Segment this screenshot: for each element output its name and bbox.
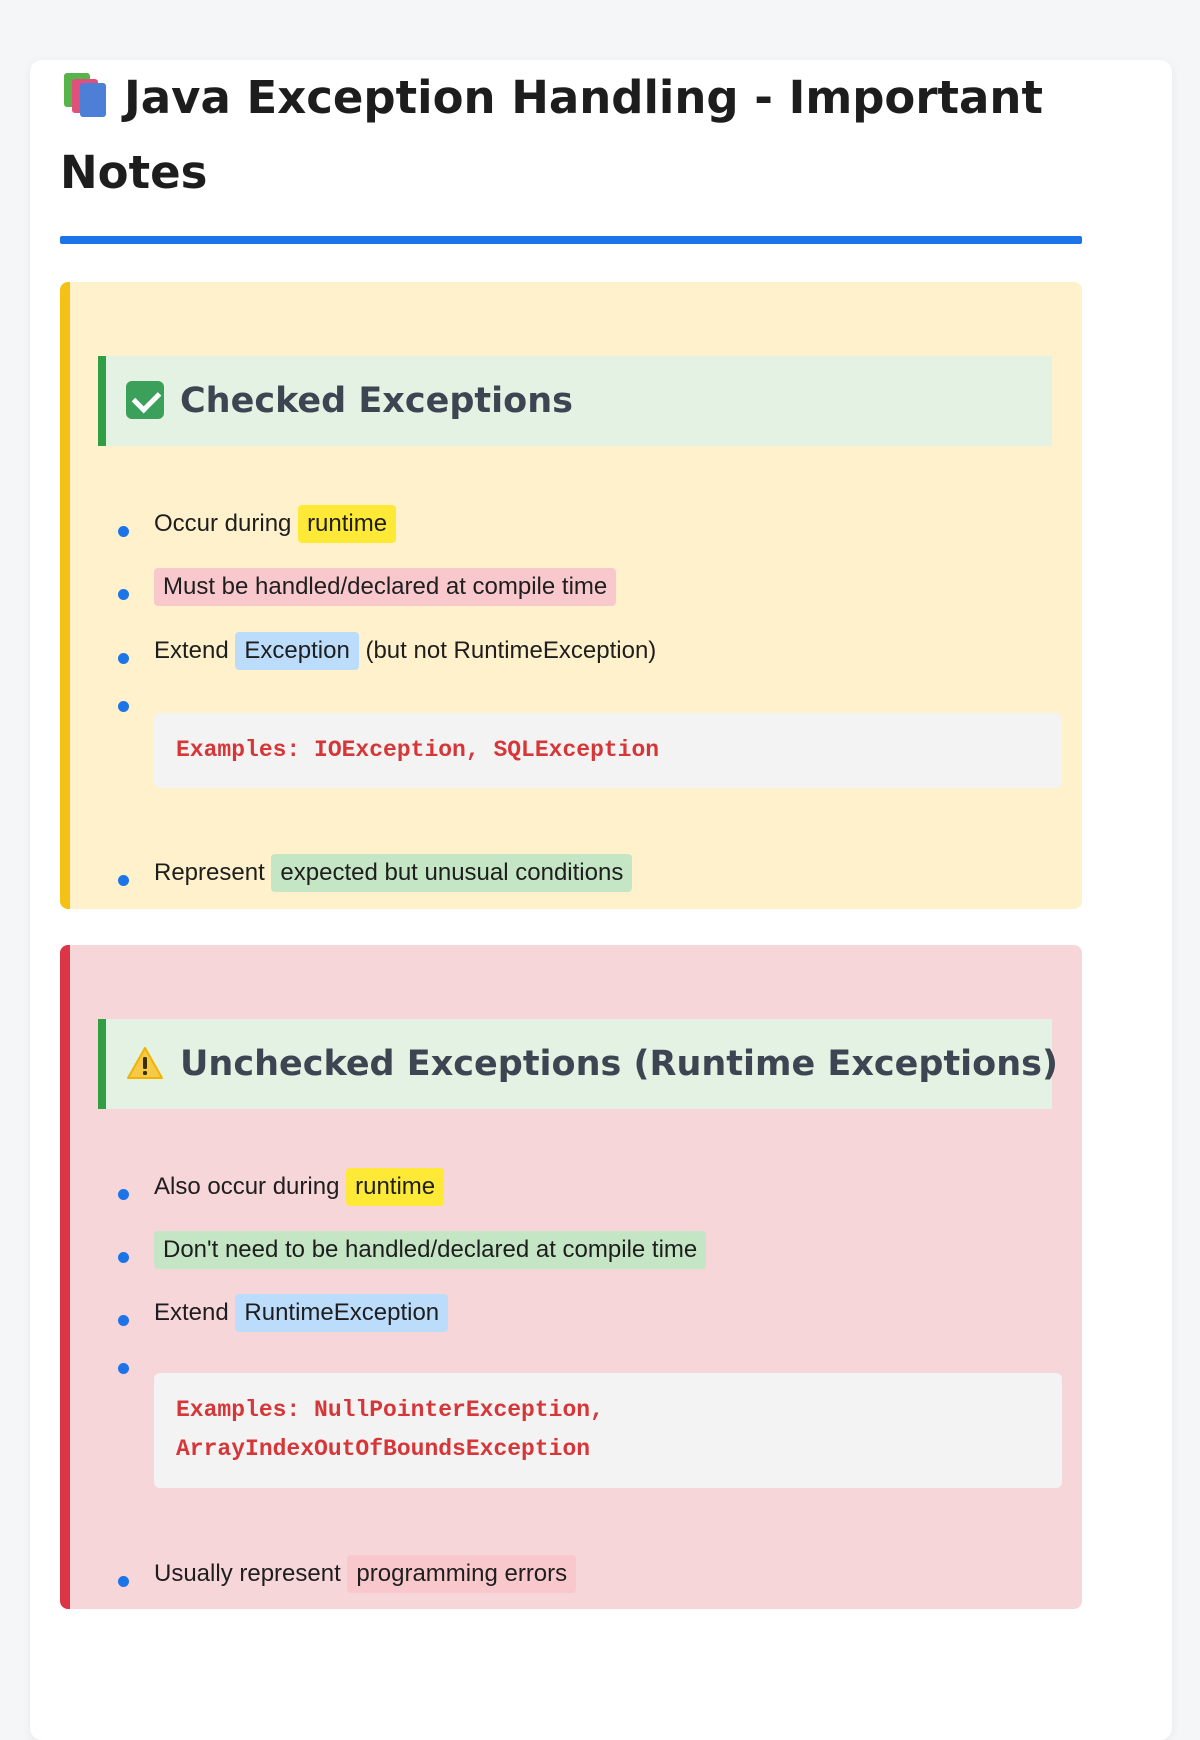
highlight: Exception [235,632,358,670]
unchecked-exceptions-section: Unchecked Exceptions (Runtime Exceptions) Also occur during runtime Don't need to be handled/declared at compile time Extend RuntimeException Examples: NullPointerException, ArrayIndexOutOfBoundsException Usually represent programming errors [60,945,1082,1609]
bullet-icon [118,526,129,537]
page-title [60,60,1100,210]
check-mark-icon [126,381,164,419]
highlight: programming errors [347,1555,576,1593]
checked-exceptions-heading-bar [98,356,1052,446]
bullet-icon [118,1189,129,1200]
checked-exceptions-heading: Checked Exceptions [126,356,573,446]
bullet-icon [118,701,129,712]
checked-exceptions-section: Checked Exceptions Occur during runtime Must be handled/declared at compile time Extend Exception (but not RuntimeException) Examples: IOException, SQLException Represent expected but unusual conditions [60,282,1082,909]
bullet-icon [118,653,129,664]
unchecked-exceptions-heading: Unchecked Exceptions (Runtime Exceptions) [126,1019,1058,1109]
books-icon [60,73,110,117]
bullet-icon [118,1576,129,1587]
warning-icon [126,1046,164,1080]
highlight: RuntimeException [235,1294,448,1332]
highlight: Don't need to be handled/declared at compile time [154,1231,706,1269]
bullet-icon [118,589,129,600]
highlight: expected but unusual conditions [271,854,632,892]
bullet-icon [118,875,129,886]
bullet-icon [118,1315,129,1326]
highlight: runtime [346,1168,444,1206]
title-divider [60,236,1082,244]
unchecked-exceptions-heading-bar [98,1019,1058,1109]
code-block: Examples: IOException, SQLException [154,713,1062,788]
bullet-icon [118,1252,129,1263]
page-title-text: Java Exception Handling - Important Notes [60,71,1043,199]
code-block: Examples: NullPointerException, ArrayIndexOutOfBoundsException [154,1373,1062,1488]
bullet-icon [118,1363,129,1374]
highlight: runtime [298,505,396,543]
highlight: Must be handled/declared at compile time [154,568,616,606]
